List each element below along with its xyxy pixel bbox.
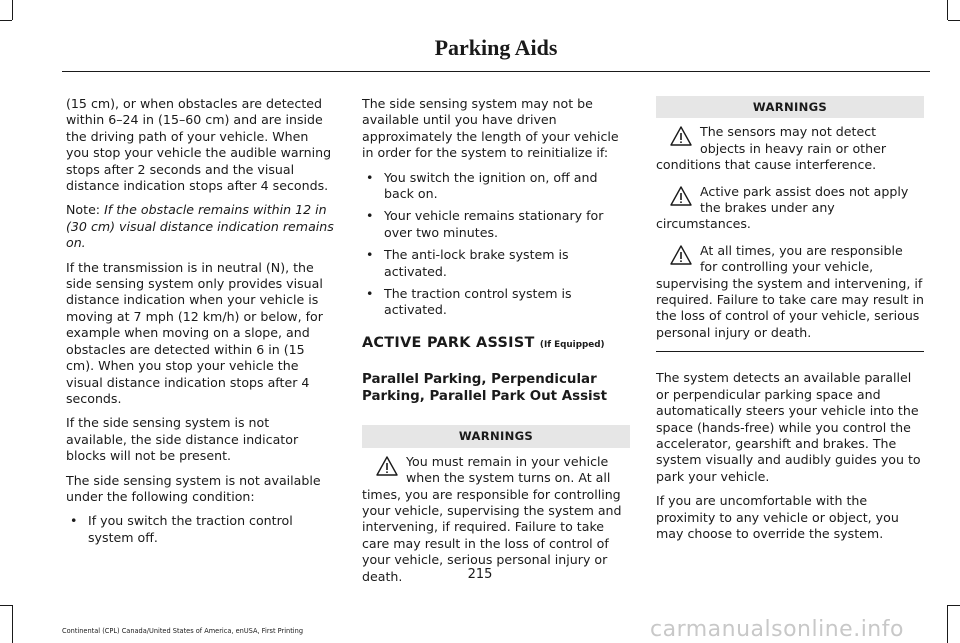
warnings-header: WARNINGS xyxy=(656,96,924,118)
paragraph: The side sensing system is not available under the following condition: xyxy=(66,472,321,504)
note-text: If the obstacle remains within 12 in (30 cm) visual distance indication remains on. xyxy=(66,202,334,251)
column-3 xyxy=(656,96,924,550)
warning-item xyxy=(362,454,630,585)
list-item: • You switch the ignition on, off and back on. xyxy=(362,170,630,203)
paragraph: If the transmission is in neutral (N), the side sensing system only provides visual distance indication when your vehicle is moving at 7 mph (12 km/h) or below, for example when moving on a slope, and obstacles are detected within 6 in (15 cm). When you stop your vehicle the visual distance indication stops after 4 seconds. xyxy=(66,259,323,406)
list-item: • If you switch the traction control system off. xyxy=(66,513,334,546)
paragraph: If the side sensing system is not available, the side distance indicator blocks will not be present. xyxy=(66,415,299,464)
warning-triangle-icon xyxy=(670,245,692,265)
warning-triangle-icon xyxy=(376,456,398,476)
warnings-divider xyxy=(656,351,924,352)
crop-mark xyxy=(0,605,12,606)
paragraph: The side sensing system may not be available until you have driven approximately the length of your vehicle in order for the system to reinitialize if: xyxy=(362,96,619,161)
subheading: Parallel Parking, Perpendicular Parking, Parallel Park Out Assist xyxy=(362,372,608,405)
column-2 xyxy=(362,96,630,595)
page-title: Parking Aids xyxy=(434,35,558,60)
page-number: 215 xyxy=(467,567,493,582)
warning-item xyxy=(656,184,924,233)
watermark: carmanualsonline.info xyxy=(650,617,904,642)
crop-mark xyxy=(948,20,960,21)
list-item: • The anti-lock brake system is activated. xyxy=(362,247,630,280)
warning-text: The sensors may not detect objects in heavy rain or other conditions that cause interference. xyxy=(656,124,887,173)
column-1 xyxy=(66,96,334,554)
crop-mark xyxy=(12,605,13,643)
warning-triangle-icon xyxy=(670,126,692,146)
bullet-list xyxy=(66,513,334,546)
bullet-list xyxy=(362,170,630,319)
section-heading xyxy=(362,335,630,353)
crop-mark xyxy=(0,20,12,21)
edition-footer: Continental (CPL) Canada/United States of America, enUSA, First Printing xyxy=(62,627,304,635)
crop-mark xyxy=(947,605,948,643)
crop-mark xyxy=(12,0,13,20)
header-divider xyxy=(62,71,930,72)
paragraph: The system detects an available parallel or perpendicular parking space and automatically steers your vehicle into the space (hands-free) while you control the accelerator, gearshift and brakes. The system visually and audibly guides you to park your vehicle. xyxy=(656,370,921,484)
list-item: • The traction control system is activated. xyxy=(362,286,630,319)
warning-text: At all times, you are responsible for controlling your vehicle, supervising the system and intervening, if required. Failure to take care may result in the loss of control of your vehicle, serious personal injury or death. xyxy=(656,242,924,340)
note xyxy=(66,202,334,251)
crop-mark xyxy=(947,0,948,20)
crop-mark xyxy=(948,605,960,606)
section-heading-text: ACTIVE PARK ASSIST xyxy=(362,334,535,351)
warning-triangle-icon xyxy=(670,186,692,206)
paragraph: If you are uncomfortable with the proximity to any vehicle or object, you may choose to override the system. xyxy=(656,493,899,541)
warning-item xyxy=(656,124,924,173)
warnings-header: WARNINGS xyxy=(362,425,630,447)
warning-text: You must remain in your vehicle when the system turns on. At all times, you are responsible for controlling your vehicle, supervising the system and intervening, if required. Failure to take care may result in the loss of control of your vehicle, serious personal injury or death. xyxy=(362,453,622,584)
section-heading-qualifier: (If Equipped) xyxy=(539,339,605,350)
list-item: • Your vehicle remains stationary for over two minutes. xyxy=(362,208,630,241)
paragraph: (15 cm), or when obstacles are detected within 6–24 in (15–60 cm) and are inside the driving path of your vehicle. When you stop your vehicle the audible warning stops after 2 seconds and the visual distance indication stops after 4 seconds. xyxy=(66,96,332,194)
note-label: Note: xyxy=(66,202,101,218)
warning-item xyxy=(656,243,924,341)
warning-text: Active park assist does not apply the brakes under any circumstances. xyxy=(656,183,909,232)
